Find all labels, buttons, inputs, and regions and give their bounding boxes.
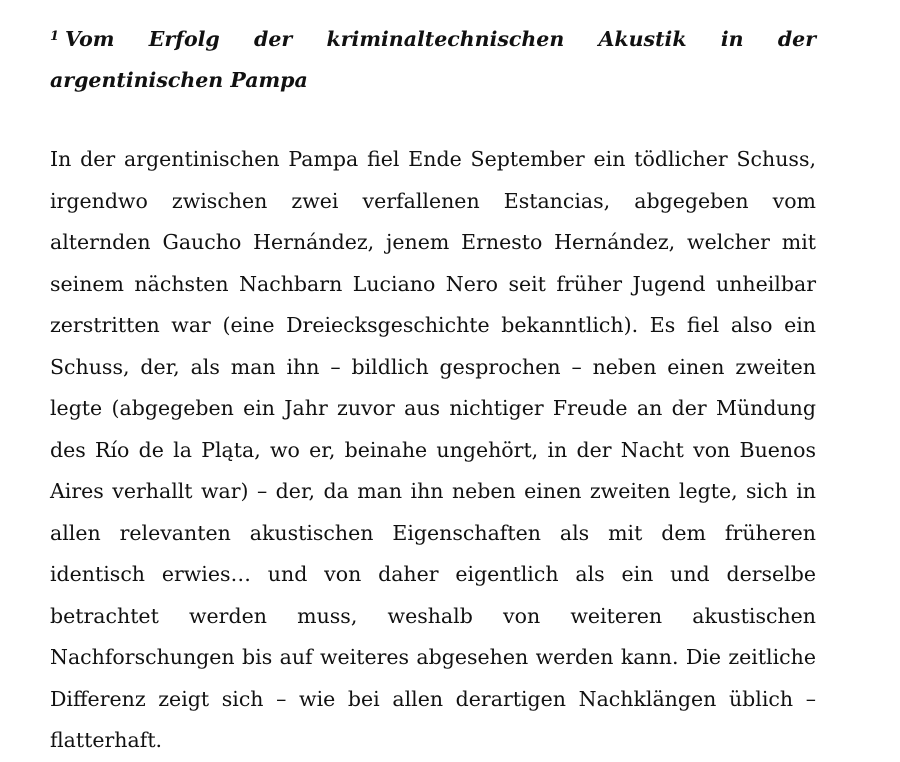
heading-title: Vom Erfolg der kriminaltechnischen Akustik in der argentinischen Pampa xyxy=(50,27,816,92)
footnote-marker: 1 xyxy=(50,29,60,44)
body-paragraph: In der argentinischen Pampa fiel Ende September ein tödlicher Schuss, irgendwo zwischen zwei verfallenen Estancias, abgegeben vom alternden Gaucho Hernández, jenem Ernesto Hernández, welcher mit seinem nächsten Nachbarn Luciano Nero seit früher Jugend unheilbar zerstritten war (eine Dreiecksgeschichte bekanntlich). Es fiel also ein Schuss, der, als man ihn – bildlich gesprochen – neben einen zweiten legte (abgegeben ein Jahr zuvor aus nichtiger Freude an der Mündung des Río de la Pląta, wo er, beinahe ungehört, in der Nacht von Buenos Aires verhallt war) – der, da man ihn neben einen zweiten legte, sich in allen relevanten akustischen Eigenschaften als mit dem früheren identisch erwies… und von daher eigentlich als ein und derselbe betrachtet werden muss, weshalb von weiteren akustischen Nachforschungen bis auf weiteres abgesehen werden kann. Die zeitliche Differenz zeigt sich – wie bei allen derartigen Nachklängen üblich – flatterhaft. xyxy=(50,147,816,752)
document-page xyxy=(50,0,816,762)
footnote-heading xyxy=(50,16,816,101)
